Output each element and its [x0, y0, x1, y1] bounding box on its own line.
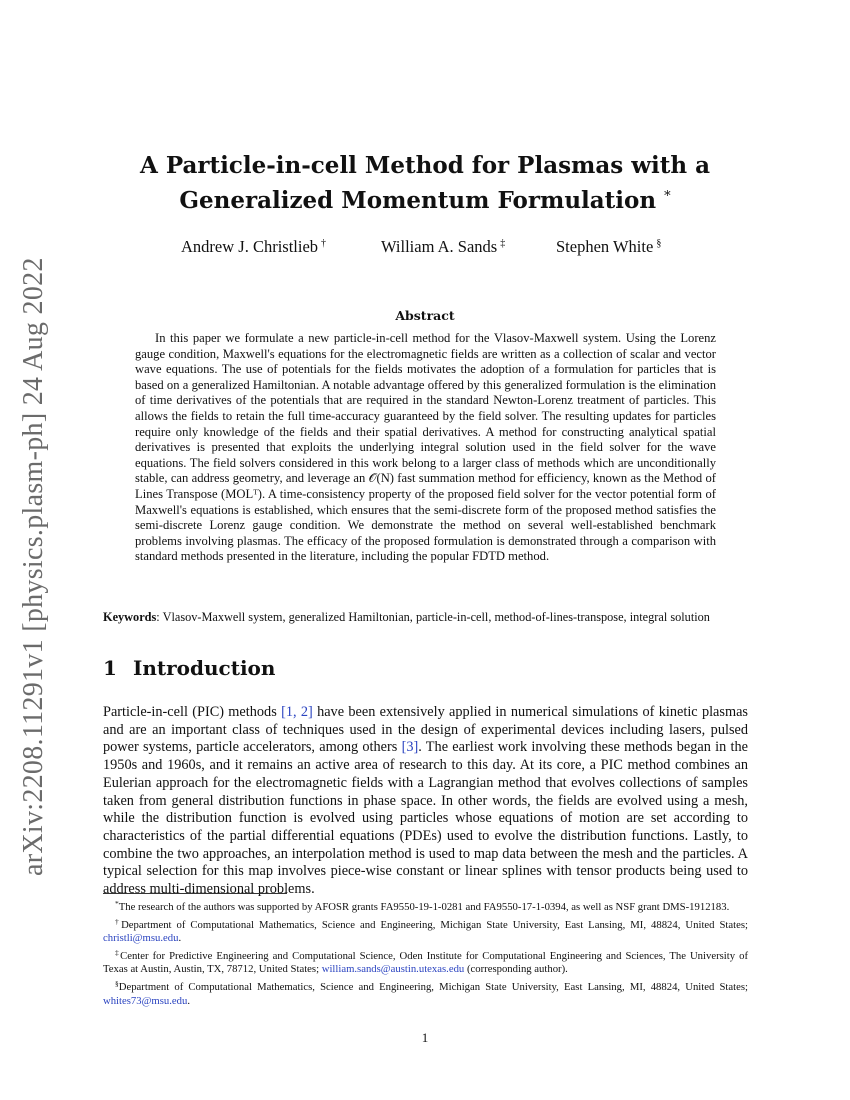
- introduction-paragraph: [103, 704, 748, 899]
- email-link[interactable]: william.sands@austin.utexas.edu: [321, 963, 465, 976]
- author-name: Stephen White: [556, 237, 654, 256]
- footnote-white: [103, 977, 748, 1008]
- author-footnote-mark[interactable]: ‡: [500, 238, 506, 249]
- footnote-sands: [103, 946, 748, 977]
- title-footnote-mark[interactable]: *: [664, 189, 671, 204]
- footnote-text-end: .: [178, 932, 182, 945]
- footnote-christlieb: [103, 915, 748, 946]
- footnote-text: Center for Predictive Engineering and Computational Science, Oden Institute for Computational Engineering and Sciences, The University of Texas at Austin, Austin, TX, 78712, United States;: [103, 949, 749, 976]
- footnote-text: Department of Computational Mathematics, Science and Engineering, Michigan State University, East Lansing, MI, 48824, United States;: [118, 980, 748, 993]
- footnote-divider: [103, 893, 287, 894]
- citation-link[interactable]: [1, 2]: [281, 704, 313, 720]
- section-heading-introduction: [103, 656, 275, 680]
- abstract-heading: Abstract: [395, 308, 455, 323]
- author-footnote-mark[interactable]: †: [321, 238, 327, 249]
- abstract-text: In this paper we formulate a new particle-in-cell method for the Vlasov-Maxwell system. Using the Lorenz gauge condition, Maxwell's equations for the electromagnetic fields are written as a collection of scalar and vector wave equations. The use of potentials for the fields motivates the adoption of a formulation for particles that is based on a generalized Hamiltonian. A notable advantage offered by this generalized formulation is the elimination of time derivatives of the potentials that are required in the standard Newton-Lorenz treatment of particles. This allows the fields to retain the full time-accuracy guaranteed by the field solver. The resulting updates for particles require only knowledge of the fields and their spatial derivatives. A method for constructing analytical spatial derivatives is presented that exploits the underlying integral solution used in the field solver for the wave equations. The field solvers considered in this work belong to a larger class of methods which are unconditionally stable, can address geometry, and leverage an 𝒪(N) fast summation method for efficiency, known as the Method of Lines Transpose (MOLᵀ). A time-consistency property of the proposed field solver for the vector potential form of Maxwell's equations is established, which ensures that the semi-discrete form of the proposed method satisfies the semi-discrete Lorenz gauge condition. We demonstrate the method on several well-established benchmark problems involving plasmas. The efficacy of the proposed formulation is demonstrated through a comparison with standard methods presented in the literature, including the popular FDTD method.: [135, 331, 716, 564]
- footnote-text: Department of Computational Mathematics, Science and Engineering, Michigan State University, East Lansing, MI, 48824, United States;: [121, 918, 748, 931]
- intro-text: Particle-in-cell (PIC) methods: [103, 704, 282, 720]
- footnote-text: The research of the authors was supported by AFOSR grants FA9550-19-1-0281 and FA9550-17-1-0394, as well as NSF grant DMS-1912183.: [118, 901, 730, 913]
- author-white: [556, 237, 661, 257]
- citation-link[interactable]: [3]: [401, 739, 419, 756]
- arxiv-identifier: arXiv:2208.11291v1 [physics.plasm-ph] 24 Aug 2022: [18, 257, 49, 876]
- footnote-funding: [103, 897, 748, 915]
- paper-title: [110, 150, 740, 216]
- footnote-mark: ‡: [115, 947, 121, 957]
- author-name: Andrew J. Christlieb: [181, 237, 319, 256]
- section-title: Introduction: [133, 656, 276, 680]
- intro-text: have been extensively applied in numerical simulations of kinetic plasmas and are an important class of techniques used in the design of experimental devices including lasers, pulsed power systems, particle accelerators, among others: [103, 704, 749, 756]
- author-footnote-mark[interactable]: §: [656, 238, 662, 249]
- footnote-text-end: .: [187, 994, 191, 1007]
- footnote-text-end: (corresponding author).: [464, 963, 568, 976]
- author-list: [0, 237, 850, 261]
- keywords: [103, 610, 753, 625]
- keywords-label: Keywords: [103, 610, 157, 624]
- author-sands: [381, 237, 505, 257]
- author-name: William A. Sands: [381, 237, 498, 256]
- footnote-mark: *: [115, 899, 119, 908]
- page-number: 1: [421, 1030, 429, 1045]
- footnotes: [103, 897, 748, 1008]
- email-link[interactable]: whites73@msu.edu: [103, 994, 188, 1007]
- email-link[interactable]: christli@msu.edu: [103, 932, 179, 945]
- section-number: 1: [103, 656, 117, 680]
- title-line-1: A Particle-in-cell Method for Plasmas with a: [139, 152, 711, 179]
- author-christlieb: [181, 237, 326, 257]
- title-line-2: [110, 181, 740, 216]
- intro-text: . The earliest work involving these methods began in the 1950s and 1960s, and it remains an active area of research to this day. At its core, a PIC method combines an Eulerian approach for the electromagnetic fields with a Lagrangian method that evolves collections of samples taken from general distribution functions in phase space. In other words, the fields are evolved using a mesh, while the distribution function is evolved using particles whose equations of motion are set according to characteristics of the partial differential equations (PDEs) used to evolve the distribution functions. Lastly, to combine the two approaches, an interpolation method is used to map data between the mesh and the particles. A typical selection for this map involves piece-wise constant or linear splines with tensor products being used to address multi-dimensional problems.: [103, 739, 748, 898]
- keywords-text: : Vlasov-Maxwell system, generalized Hamiltonian, particle-in-cell, method-of-lines-transpose, integral solution: [156, 610, 710, 624]
- footnote-mark: §: [115, 978, 119, 988]
- title-line-2-text: Generalized Momentum Formulation: [179, 187, 657, 214]
- footnote-mark: †: [115, 916, 122, 926]
